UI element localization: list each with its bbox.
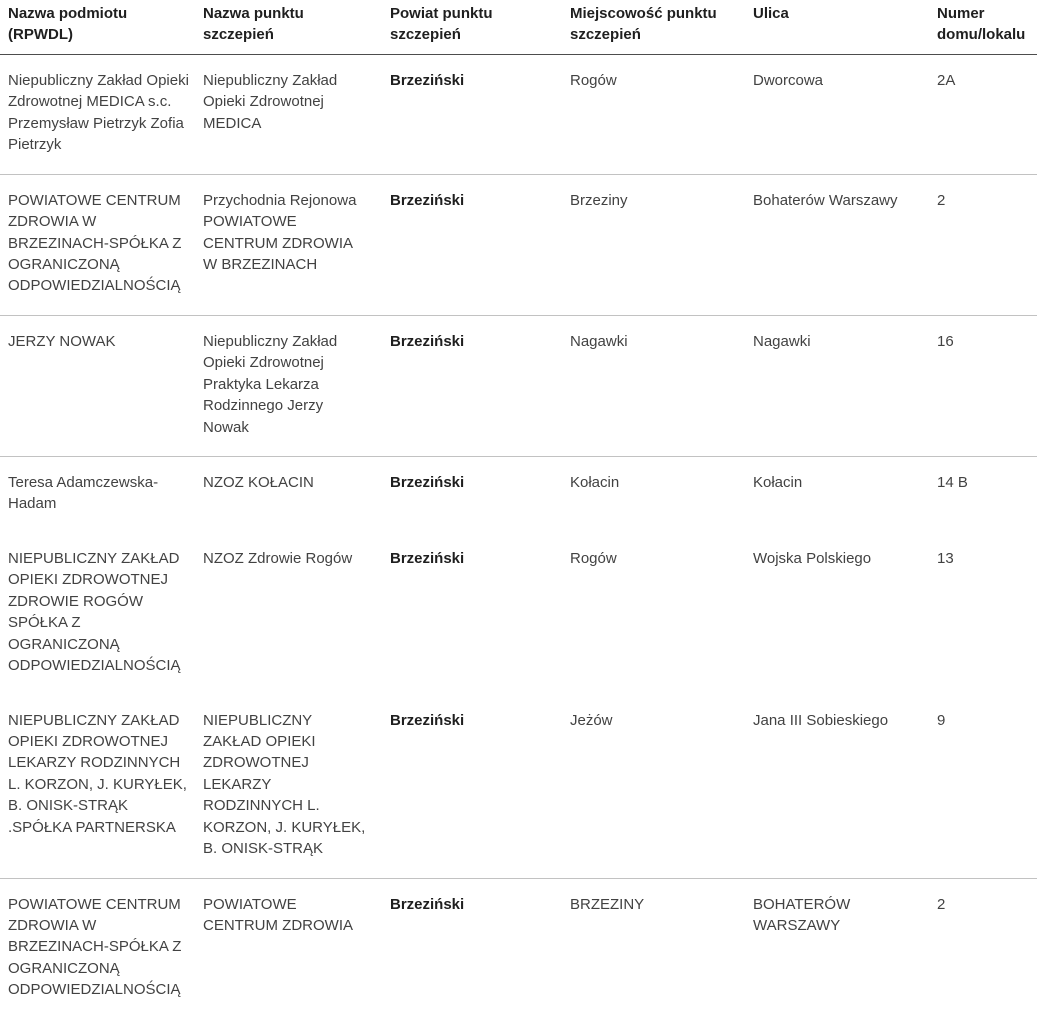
cell-nazwa-podmiotu: Niepubliczny Zakład Opieki Zdrowotnej MEDICA s.c. Przemysław Pietrzyk Zofia Pietrzyk: [8, 71, 189, 154]
cell-nazwa-podmiotu: NIEPUBLICZNY ZAKŁAD OPIEKI ZDROWOTNEJ LEKARZY RODZINNYCH L. KORZON, J. KURYŁEK, B. ONISK-STRĄK .SPÓŁKA PARTNERSKA: [8, 711, 187, 836]
cell-nazwa-punktu: NZOZ Zdrowie Rogów: [203, 549, 353, 567]
table-header-row: [0, 0, 1037, 54]
cell-nazwa-punktu: NIEPUBLICZNY ZAKŁAD OPIEKI ZDROWOTNEJ LEKARZY RODZINNYCH L. KORZON, J. KURYŁEK, B. ONISK-STRĄK: [203, 711, 366, 858]
cell-ulica: Kołacin: [753, 474, 803, 491]
cell-numer: 2: [937, 191, 946, 209]
cell-numer: 9: [937, 711, 946, 729]
cell-nazwa-punktu: Niepubliczny Zakład Opieki Zdrowotnej MEDICA: [203, 71, 338, 132]
cell-powiat: Brzeziński: [390, 549, 465, 567]
cell-numer: 2: [937, 895, 946, 913]
cell-nazwa-podmiotu: NIEPUBLICZNY ZAKŁAD OPIEKI ZDROWOTNEJ ZDROWIE ROGÓW SPÓŁKA Z OGRANICZONĄ ODPOWIEDZIALNOŚCIĄ: [8, 549, 181, 675]
table-row: [0, 315, 1037, 456]
cell-nazwa-punktu: POWIATOWE CENTRUM ZDROWIA: [203, 895, 353, 934]
cell-miejscowosc: Kołacin: [570, 474, 620, 491]
cell-ulica: Jana III Sobieskiego: [753, 711, 889, 729]
table-row: [0, 457, 1037, 533]
cell-nazwa-podmiotu: JERZY NOWAK: [8, 332, 116, 350]
cell-miejscowosc: Rogów: [570, 71, 617, 89]
cell-numer: 2A: [937, 71, 956, 89]
cell-ulica: Dworcowa: [753, 71, 824, 89]
cell-nazwa-podmiotu: Teresa Adamczewska-Hadam: [8, 474, 159, 513]
column-header-nazwa-podmiotu: Nazwa podmiotu (RPWDL): [0, 0, 203, 54]
cell-miejscowosc: Brzeziny: [570, 191, 628, 209]
cell-ulica: Wojska Polskiego: [753, 549, 872, 567]
cell-numer: 14 B: [937, 474, 968, 491]
cell-powiat: Brzeziński: [390, 711, 465, 729]
cell-powiat: Brzeziński: [390, 332, 465, 350]
table-row: [0, 54, 1037, 174]
column-header-powiat: Powiat punktu szczepień: [390, 0, 570, 54]
column-header-miejscowosc: Miejscowość punktu szczepień: [570, 0, 753, 54]
cell-powiat: Brzeziński: [390, 474, 465, 491]
cell-miejscowosc: BRZEZINY: [570, 895, 645, 913]
cell-miejscowosc: Nagawki: [570, 332, 628, 350]
column-header-numer: Numer domu/lokalu: [937, 0, 1037, 54]
column-header-ulica: Ulica: [753, 0, 937, 54]
cell-miejscowosc: Rogów: [570, 549, 617, 567]
cell-powiat: Brzeziński: [390, 71, 465, 89]
cell-numer: 13: [937, 549, 954, 567]
cell-miejscowosc: Jeżów: [570, 711, 613, 729]
table-row: [0, 533, 1037, 695]
table-row: [0, 695, 1037, 879]
cell-ulica: Nagawki: [753, 332, 811, 350]
table-body: [0, 54, 1037, 1018]
cell-powiat: Brzeziński: [390, 895, 465, 913]
cell-powiat: Brzeziński: [390, 191, 465, 209]
cell-nazwa-podmiotu: POWIATOWE CENTRUM ZDROWIA W BRZEZINACH-SPÓŁKA Z OGRANICZONĄ ODPOWIEDZIALNOŚCIĄ: [8, 895, 182, 999]
cell-ulica: Bohaterów Warszawy: [753, 191, 898, 209]
column-header-nazwa-punktu: Nazwa punktu szczepień: [203, 0, 390, 54]
table-row: [0, 174, 1037, 315]
cell-ulica: BOHATERÓW WARSZAWY: [753, 895, 851, 934]
cell-nazwa-punktu: Przychodnia Rejonowa POWIATOWE CENTRUM ZDROWIA W BRZEZINACH: [203, 191, 357, 273]
cell-nazwa-punktu: NZOZ KOŁACIN: [203, 474, 314, 491]
table-row: [0, 878, 1037, 1019]
cell-nazwa-punktu: Niepubliczny Zakład Opieki Zdrowotnej Praktyka Lekarza Rodzinnego Jerzy Nowak: [203, 332, 338, 436]
cell-numer: 16: [937, 332, 954, 350]
cell-nazwa-podmiotu: POWIATOWE CENTRUM ZDROWIA W BRZEZINACH-SPÓŁKA Z OGRANICZONĄ ODPOWIEDZIALNOŚCIĄ: [8, 191, 182, 295]
